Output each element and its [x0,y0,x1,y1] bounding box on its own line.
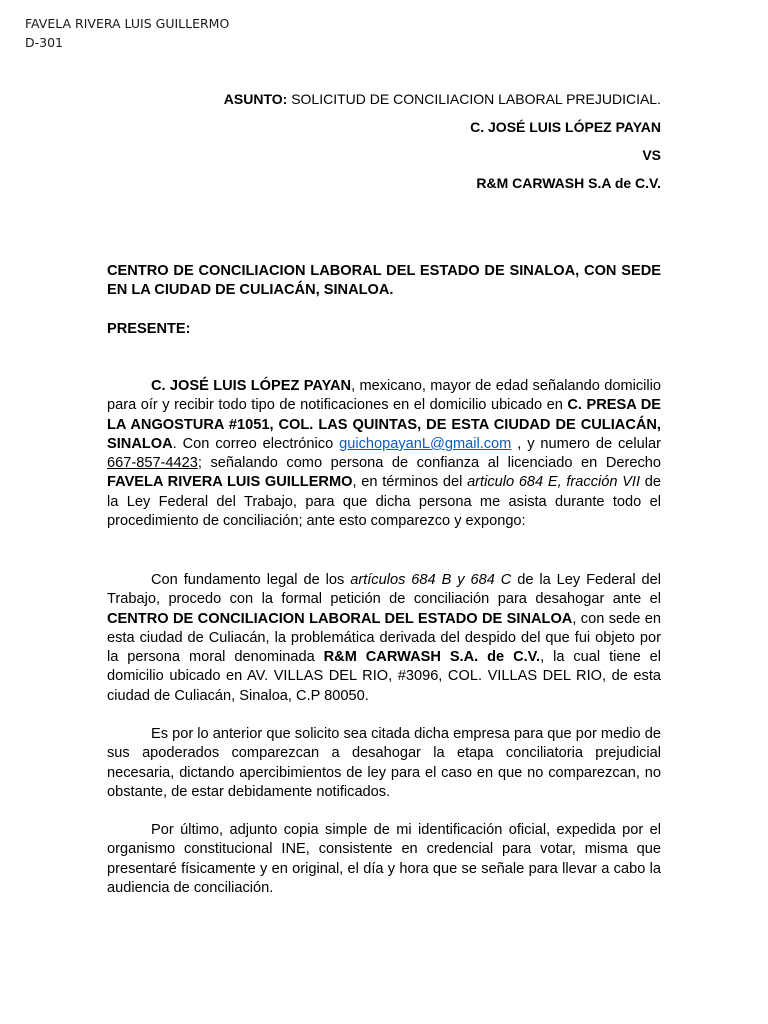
text-run: , mexicano, mayor de edad señalando domicilio para oír y recibir todo tipo de notificaciones en el domicilio ubicado en [107,378,662,414]
addressee: CENTRO DE CONCILIACION LABORAL DEL ESTADO DE SINALOA, CON SEDE EN LA CIUDAD DE CULIACÁN, SINALOA. [107,263,661,299]
greeting: PRESENTE: [107,321,191,337]
header-code: D-301 [25,35,63,50]
text-run: , con sede en esta ciudad de Culiacán, la problemática derivada del despido del que fui objeto por la persona moral denominada [107,610,661,666]
text-run: ; señalando como persona de confianza al licenciado en Derecho [197,455,661,472]
text-run: . Con correo electrónico [172,435,340,452]
versus: VS [642,147,661,163]
party-b: R&M CARWASH S.A de C.V. [476,175,661,191]
header-note [25,14,229,52]
applicant-name: C. JOSÉ LUIS LÓPEZ PAYAN [151,378,352,394]
applicant-address: C. PRESA DE LA ANGOSTURA #1051, COL. LAS QUINTAS, DE ESTA CIUDAD DE CULIACÁN, SINALOA [107,397,661,452]
text-run: Con fundamento legal de los [151,572,351,588]
article-reference: articulo 684 E, fracción VII [467,474,641,491]
paragraph-identification [107,377,661,531]
phone-number: 667-857-4423 [107,455,198,472]
subject-line [224,90,661,109]
paragraph-legal-basis [107,571,661,706]
text-run: , y numero de celular [511,435,661,452]
lawyer-name: FAVELA RIVERA LUIS GUILLERMO [107,474,353,491]
center-name: CENTRO DE CONCILIACION LABORAL DEL ESTADO DE SINALOA [107,610,573,627]
text-run: , la cual tiene el domicilio ubicado en AV. VILLAS DEL RIO, #3096, COL. VILLAS DEL RIO, de esta ciudad de Culiacán, Sinaloa, C.P 80050. [107,649,661,704]
articles-reference: artículos 684 B y 684 C [350,572,512,588]
text-run: , en términos del [352,474,468,491]
subject-label: ASUNTO: [223,91,288,107]
paragraph-attachment: Por último, adjunto copia simple de mi identificación oficial, expedida por el organismo constitucional INE, consistente en credencial para votar, misma que presentaré físicamente y en original, el día y hora que se señale para llevar a cabo la audiencia de conciliación. [107,822,661,896]
paragraph-request: Es por lo anterior que solicito sea citada dicha empresa para que por medio de sus apoderados comparezcan a desahogar la etapa conciliatoria prejudicial necesaria, dictando apercibimientos de ley para el caso en que no comparezcan, no obstante, de estar debidamente notificados. [107,726,661,800]
text-run: de la Ley Federal del Trabajo, procedo con la formal petición de conciliación para desahogar ante el [107,572,661,608]
company-name: R&M CARWASH S.A. de C.V. [323,649,541,666]
party-a: C. JOSÉ LUIS LÓPEZ PAYAN [470,119,661,135]
header-name: FAVELA RIVERA LUIS GUILLERMO [25,16,230,31]
subject-text: SOLICITUD DE CONCILIACION LABORAL PREJUDICIAL. [287,91,661,107]
email-link[interactable]: guichopayanL@gmail.com [339,435,512,452]
subject-block [224,90,661,202]
text-run: de la Ley Federal del Trabajo, para que dicha persona me asista durante todo el procedimiento de conciliación; ante esto comparezco y expongo: [107,474,661,530]
